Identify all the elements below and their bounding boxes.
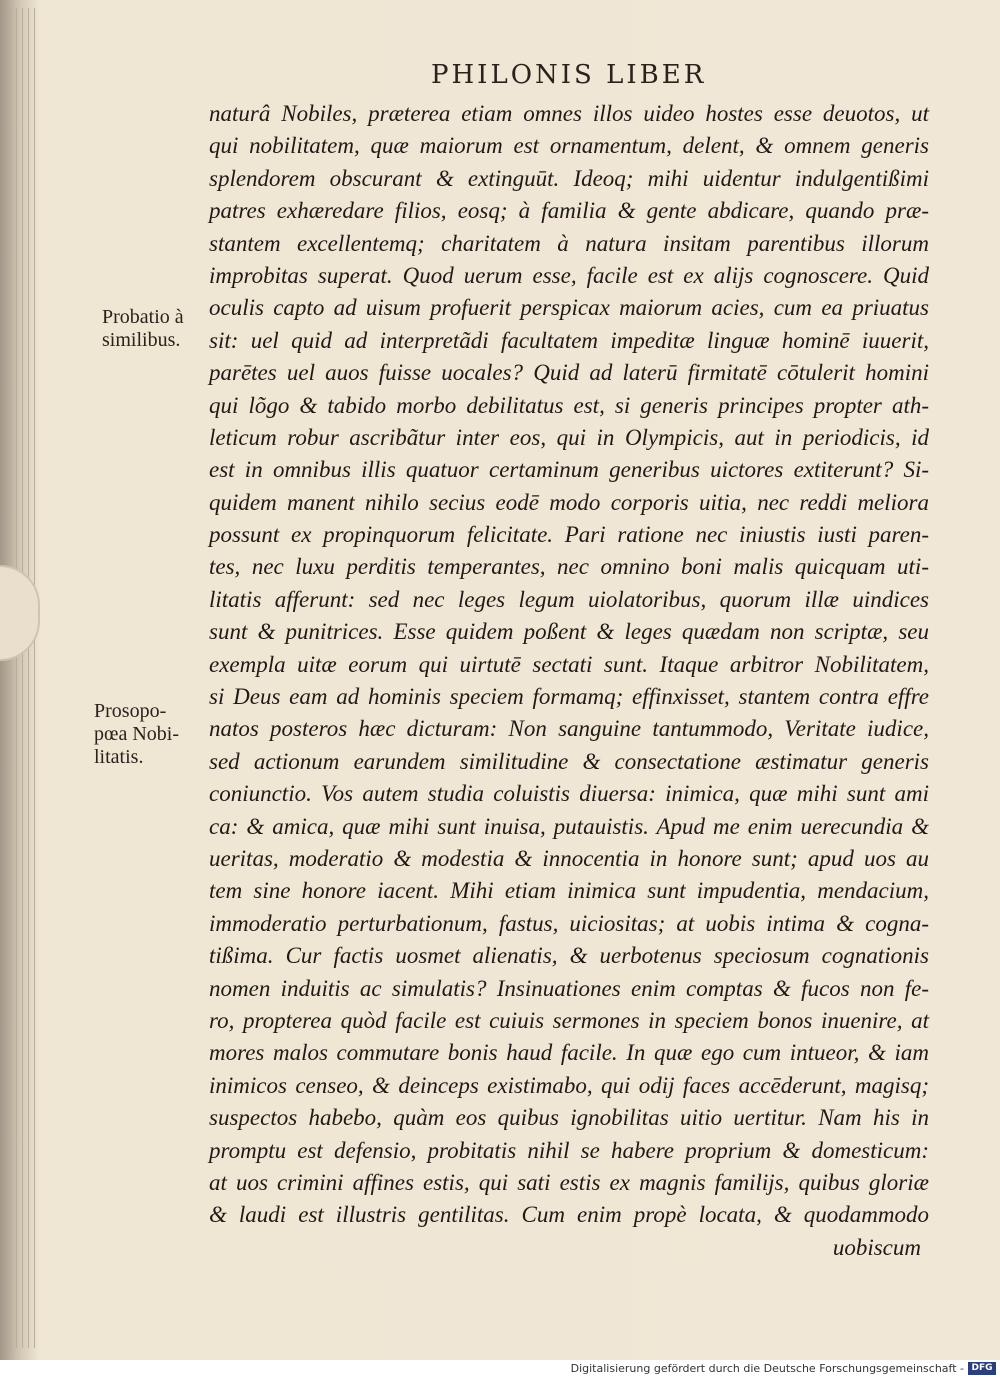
funding-credit: Digitalisierung gefördert durch die Deutsche Forschungsgemeinschaft - [570, 1362, 964, 1375]
text-line: suspectos habebo, quàm eos quibus ignobilitas uitio uertitur. Nam his in [209, 1105, 929, 1131]
text-line: stantem excellentemq; charitatem à natura insitam parentibus illorum [209, 230, 929, 256]
text-line: tes, nec luxu perditis temperantes, nec omnino boni malis quicquam uti- [209, 554, 929, 580]
text-line: promptu est defensio, probitatis nihil se habere proprium & domesticum: [209, 1137, 929, 1163]
text-line: immoderatio perturbationum, fastus, uiciositas; at uobis intima & cogna- [209, 910, 929, 936]
text-line: nomen induitis ac simulatis? Insinuationes enim comptas & fucos non fe- [209, 975, 929, 1001]
text-line: improbitas superat. Quod uerum esse, facile est ex alijs cognoscere. Quid [209, 262, 929, 288]
margin-note-line: litatis. [94, 746, 144, 768]
text-line: at uos crimini affines estis, qui sati estis ex magnis familijs, quibus gloriæ [209, 1169, 929, 1195]
text-line: splendorem obscurant & extinguūt. Ideoq; mihi uidentur indulgentißimi [209, 165, 929, 191]
margin-note-prosopopoea [94, 700, 179, 769]
text-line: quidem manent nihilo secius eodē modo corporis uitia, nec reddi meliora [209, 489, 929, 515]
text-line: ro, propterea quòd facile est cuiuis sermones in speciem bonos inuenire, at [209, 1007, 929, 1033]
text-line: exempla uitæ eorum qui uirtutē sectati sunt. Itaque arbitror Nobilitatem, [209, 651, 929, 677]
text-line: natos posteros hæc dicturam: Non sanguine tantummodo, Veritate iudice, [209, 716, 929, 742]
margin-note-line: pœa Nobi- [94, 723, 179, 745]
text-line: mores malos commutare bonis haud facile. In quæ ego cum intueor, & iam [209, 1040, 929, 1066]
page-edge [28, 8, 35, 1348]
text-line: naturâ Nobiles, præterea etiam omnes illos uideo hostes esse deuotos, ut [209, 101, 929, 126]
text-line: leticum robur ascribãtur inter eos, qui in Olympicis, aut in periodicis, id [209, 424, 929, 450]
text-line: si Deus eam ad hominis speciem formamq; effinxisset, stantem contra effre [209, 684, 929, 710]
text-line: patres exhæredare filios, eosq; à familia & gente abdicare, quando præ- [209, 198, 929, 224]
margin-note-line: Prosopo- [94, 700, 167, 722]
running-head: PHILONIS LIBER [431, 60, 707, 90]
margin-note-line: similibus. [102, 329, 181, 351]
text-line: sit: uel quid ad interpretãdi facultatem impeditæ linguæ hominē iuuerit, [209, 327, 929, 353]
text-line: possunt ex propinquorum felicitate. Pari ratione nec iniustis iusti paren- [209, 522, 929, 548]
main-text [209, 98, 939, 1264]
text-line: litatis afferunt: sed nec leges legum uiolatoribus, quorum illæ uindices [209, 586, 929, 612]
text-line: ueritas, moderatio & modestia & innocentia in honore sunt; apud uos au [209, 845, 929, 871]
text-line: coniunctio. Vos autem studia coluistis diuersa: inimica, quæ mihi sunt ami [209, 781, 929, 807]
text-line: qui nobilitatem, quæ maiorum est ornamentum, delent, & omnem generis [209, 133, 929, 159]
text-line: oculis capto ad uisum profuerit perspicax maiorum acies, cum ea priuatus [209, 295, 929, 321]
text-line: tem sine honore iacent. Mihi etiam inimica sunt impudentia, mendacium, [209, 878, 929, 904]
text-line: qui lõgo & tabido morbo debilitatus est, si generis principes propter ath- [209, 392, 929, 418]
dfg-logo-icon: DFG [968, 1362, 996, 1375]
text-line: & laudi est illustris gentilitas. Cum enim propè locata, & quodammodo [209, 1202, 929, 1228]
text-line: tißima. Cur factis uosmet alienatis, & uerbotenus speciosum cognationis [209, 943, 929, 969]
catchword: uobiscum [832, 1234, 921, 1260]
margin-note-probatio [102, 306, 184, 352]
text-line: inimicos censeo, & deinceps existimabo, qui odij faces accēderunt, magisq; [209, 1072, 929, 1098]
margin-note-line: Probatio à [102, 306, 184, 328]
text-line: sed actionum earundem similitudine & consectatione æstimatur generis [209, 748, 929, 774]
text-line: sunt & punitrices. Esse quidem poßent & leges quædam non scriptæ, seu [209, 619, 929, 645]
text-line: ca: & amica, quæ mihi sunt inuisa, putauistis. Apud me enim uerecundia & [209, 813, 929, 839]
digitization-footer [0, 1360, 1000, 1377]
text-line: parētes uel auos fuisse uocales? Quid ad laterū firmitatē cōtulerit homini [209, 360, 929, 386]
text-line: est in omnibus illis quatuor certaminum generibus uictores extiterunt? Si- [209, 457, 929, 483]
